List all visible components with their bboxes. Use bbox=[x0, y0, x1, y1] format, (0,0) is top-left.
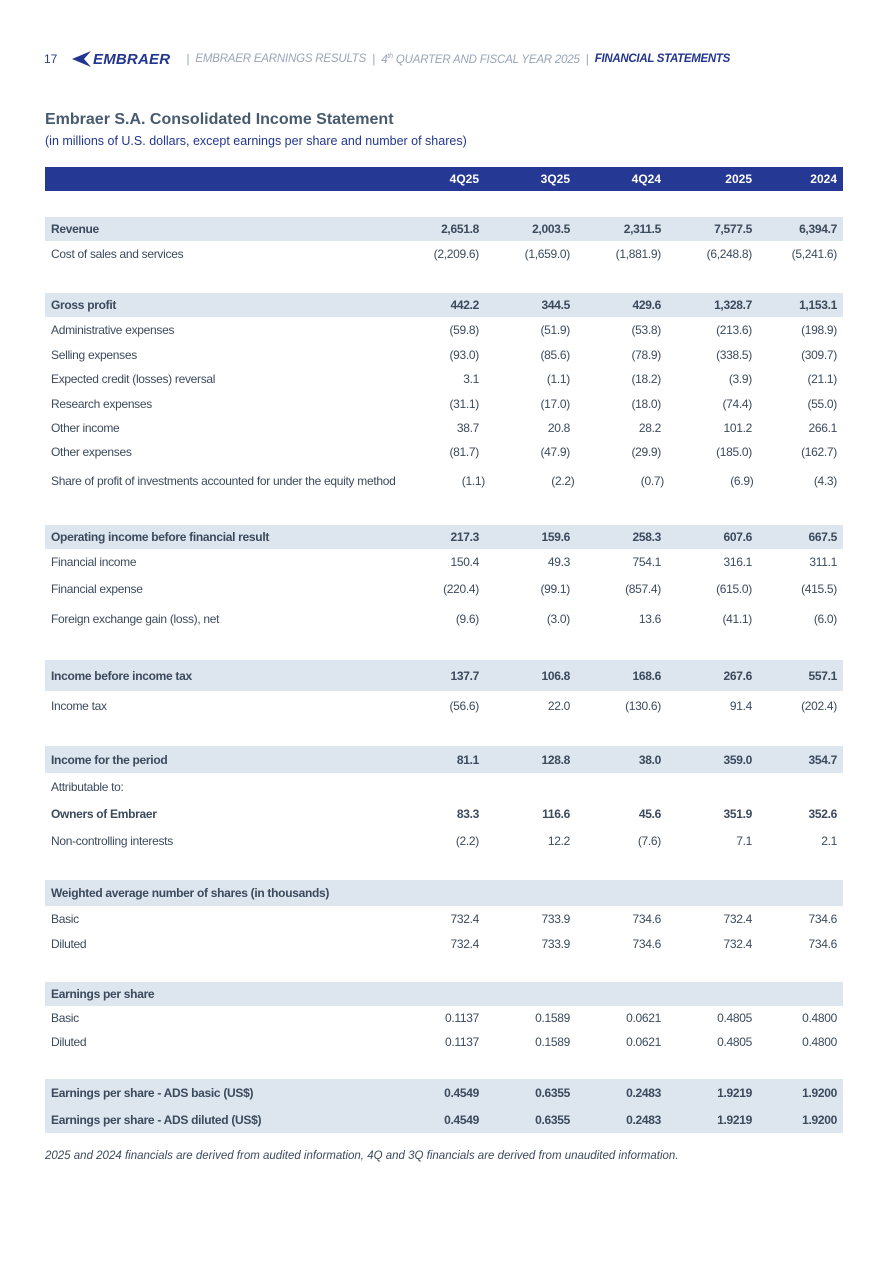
spacer-row bbox=[45, 956, 843, 982]
cell-2024: 354.7 bbox=[808, 752, 837, 767]
table-row bbox=[45, 549, 843, 574]
row-label: Income tax bbox=[51, 698, 107, 713]
cell-3q25: 0.6355 bbox=[535, 1085, 570, 1100]
cell-2025: (6,248.8) bbox=[706, 246, 752, 261]
cell-2025: 1,328.7 bbox=[714, 298, 752, 312]
cell-2025: 1.9219 bbox=[717, 1112, 752, 1127]
table-row bbox=[45, 1079, 843, 1106]
cell-4q24: 0.0621 bbox=[626, 1011, 661, 1025]
cell-4q24: 45.6 bbox=[638, 806, 661, 821]
cell-2025: 316.1 bbox=[723, 554, 752, 569]
cell-2025: (41.1) bbox=[722, 611, 752, 626]
cell-4q25: 0.1137 bbox=[444, 1011, 479, 1025]
spacer-row bbox=[45, 1054, 843, 1079]
table-row bbox=[45, 1006, 843, 1030]
cell-3q25: 0.1589 bbox=[535, 1011, 570, 1025]
cell-3q25: (47.9) bbox=[540, 445, 570, 459]
embraer-logo-icon bbox=[70, 50, 92, 68]
cell-3q25: 159.6 bbox=[541, 530, 570, 544]
cell-4q24: 168.6 bbox=[632, 668, 661, 683]
column-header-2024: 2024 bbox=[810, 172, 837, 186]
row-label: Gross profit bbox=[51, 298, 117, 312]
table-row bbox=[45, 691, 843, 720]
table-row bbox=[45, 660, 843, 691]
cell-4q24: (1,881.9) bbox=[615, 246, 661, 261]
cell-3q25: 2,003.5 bbox=[532, 222, 570, 236]
logo-text: EMBRAER bbox=[93, 50, 171, 68]
cell-3q25: 128.8 bbox=[541, 752, 570, 767]
cell-4q25: 137.7 bbox=[450, 668, 479, 683]
cell-4q24: 0.2483 bbox=[626, 1085, 661, 1100]
cell-2024: (6.0) bbox=[813, 611, 837, 626]
cell-2024: 734.6 bbox=[808, 911, 837, 926]
cell-4q25: (1.1) bbox=[461, 474, 485, 488]
cell-4q25: 81.1 bbox=[456, 752, 479, 767]
spacer-row bbox=[45, 191, 843, 217]
breadcrumb-separator: | bbox=[585, 52, 589, 66]
table-row bbox=[45, 367, 843, 391]
cell-2025: 0.4805 bbox=[717, 1035, 752, 1049]
spacer-row bbox=[45, 854, 843, 880]
table-header-row bbox=[45, 167, 843, 191]
cell-2025: 0.4805 bbox=[717, 1011, 752, 1025]
cell-4q25: (2.2) bbox=[455, 833, 479, 848]
cell-4q25: 0.1137 bbox=[444, 1035, 479, 1049]
footnote: 2025 and 2024 financials are derived from audited information, 4Q and 3Q financials are derived from unaudited information. bbox=[45, 1150, 679, 1162]
cell-2025: 267.6 bbox=[723, 668, 752, 683]
cell-2024: 6,394.7 bbox=[799, 222, 837, 236]
page-header bbox=[44, 49, 730, 69]
row-label: Income for the period bbox=[51, 752, 168, 767]
cell-4q24: (7.6) bbox=[637, 833, 661, 848]
table-row bbox=[45, 827, 843, 854]
cell-2024: 557.1 bbox=[808, 668, 837, 683]
cell-4q24: (130.6) bbox=[625, 698, 661, 713]
row-label: Financial expense bbox=[51, 581, 143, 596]
cell-4q25: 0.4549 bbox=[444, 1112, 479, 1127]
cell-2025: 359.0 bbox=[723, 752, 752, 767]
income-statement-table bbox=[45, 167, 843, 1133]
cell-2025: (74.4) bbox=[722, 396, 752, 411]
cell-4q24: 0.0621 bbox=[626, 1035, 661, 1049]
cell-4q25: 0.4549 bbox=[444, 1085, 479, 1100]
table-row bbox=[45, 1106, 843, 1133]
cell-2025: 91.4 bbox=[729, 698, 752, 713]
cell-4q25: (59.8) bbox=[449, 322, 479, 337]
cell-2024: 2.1 bbox=[821, 833, 837, 848]
table-row bbox=[45, 241, 843, 266]
row-label: Administrative expenses bbox=[51, 322, 175, 337]
cell-3q25: (85.6) bbox=[540, 347, 570, 362]
table-row bbox=[45, 603, 843, 634]
cell-4q24: (78.9) bbox=[631, 347, 661, 362]
cell-2024: 311.1 bbox=[809, 554, 837, 569]
cell-2024: 1.9200 bbox=[802, 1085, 837, 1100]
cell-2025: (615.0) bbox=[716, 581, 752, 596]
row-label: Non-controlling interests bbox=[51, 833, 173, 848]
table-row bbox=[45, 931, 843, 956]
cell-2024: 1.9200 bbox=[802, 1112, 837, 1127]
table-row bbox=[45, 416, 843, 440]
row-label: Cost of sales and services bbox=[51, 246, 184, 261]
row-label: Selling expenses bbox=[51, 347, 137, 362]
cell-4q24: (0.7) bbox=[640, 474, 664, 488]
cell-4q24: 2,311.5 bbox=[623, 222, 661, 236]
breadcrumb-quarter bbox=[381, 53, 579, 66]
cell-4q25: (56.6) bbox=[449, 698, 479, 713]
cell-2025: 732.4 bbox=[723, 936, 752, 951]
cell-2024: (162.7) bbox=[801, 445, 837, 459]
table-row bbox=[45, 440, 843, 464]
table-row bbox=[45, 317, 843, 342]
row-label: Attributable to: bbox=[51, 779, 124, 794]
cell-4q24: 734.6 bbox=[632, 936, 661, 951]
row-label: Share of profit of investments accounted for under the equity method bbox=[51, 474, 396, 488]
cell-4q24: 734.6 bbox=[632, 911, 661, 926]
cell-4q24: 754.1 bbox=[632, 554, 661, 569]
table-row bbox=[45, 391, 843, 416]
table-row bbox=[45, 574, 843, 603]
table-row bbox=[45, 1030, 843, 1054]
cell-4q25: 732.4 bbox=[450, 911, 479, 926]
table-row bbox=[45, 906, 843, 931]
breadcrumb-separator: | bbox=[186, 52, 190, 66]
cell-4q25: 732.4 bbox=[450, 936, 479, 951]
row-label: Other income bbox=[51, 421, 120, 435]
cell-3q25: 20.8 bbox=[547, 421, 570, 435]
cell-2025: 1.9219 bbox=[717, 1085, 752, 1100]
row-label: Operating income before financial result bbox=[51, 530, 270, 544]
table-row bbox=[45, 342, 843, 367]
cell-2025: 7.1 bbox=[736, 833, 752, 848]
row-label: Research expenses bbox=[51, 396, 152, 411]
cell-2024: (4.3) bbox=[813, 474, 837, 488]
breadcrumb-quarter-text: QUARTER AND FISCAL YEAR 2025 bbox=[392, 53, 580, 66]
table-row bbox=[45, 464, 843, 498]
cell-4q24: 28.2 bbox=[638, 421, 661, 435]
cell-2025: 607.6 bbox=[723, 530, 752, 544]
cell-4q24: (53.8) bbox=[631, 322, 661, 337]
cell-3q25: 0.1589 bbox=[535, 1035, 570, 1049]
cell-3q25: (2.2) bbox=[551, 474, 575, 488]
cell-2024: (5,241.6) bbox=[791, 246, 837, 261]
table-row bbox=[45, 293, 843, 317]
cell-2024: 352.6 bbox=[808, 806, 837, 821]
column-header-3q25: 3Q25 bbox=[540, 172, 570, 186]
cell-2025: 351.9 bbox=[723, 806, 752, 821]
row-label: Revenue bbox=[51, 222, 99, 236]
cell-4q25: (220.4) bbox=[443, 581, 479, 596]
row-label: Expected credit (losses) reversal bbox=[51, 372, 216, 386]
breadcrumb-quarter-suffix: th bbox=[387, 52, 393, 60]
row-label: Earnings per share bbox=[51, 987, 155, 1001]
spacer-row bbox=[45, 266, 843, 293]
spacer-row bbox=[45, 498, 843, 525]
cell-2024: (309.7) bbox=[801, 347, 837, 362]
cell-3q25: 116.6 bbox=[542, 806, 570, 821]
statement-subtitle: (in millions of U.S. dollars, except earnings per share and number of shares) bbox=[45, 134, 467, 148]
row-label: Diluted bbox=[51, 1035, 87, 1049]
table-row bbox=[45, 800, 843, 827]
cell-4q24: 38.0 bbox=[638, 752, 661, 767]
cell-4q25: (81.7) bbox=[449, 445, 479, 459]
column-header-2025: 2025 bbox=[725, 172, 752, 186]
cell-2024: (202.4) bbox=[801, 698, 837, 713]
embraer-logo bbox=[70, 50, 170, 68]
row-label: Earnings per share - ADS basic (US$) bbox=[51, 1085, 254, 1100]
breadcrumb-earnings-results: EMBRAER EARNINGS RESULTS bbox=[195, 53, 367, 65]
cell-2024: 734.6 bbox=[808, 936, 837, 951]
row-label: Earnings per share - ADS diluted (US$) bbox=[51, 1112, 262, 1127]
cell-4q25: (9.6) bbox=[455, 611, 479, 626]
cell-3q25: (1.1) bbox=[546, 372, 570, 386]
table-row bbox=[45, 525, 843, 549]
spacer-row bbox=[45, 634, 843, 660]
cell-4q25: 217.3 bbox=[450, 530, 479, 544]
row-label: Financial income bbox=[51, 554, 137, 569]
cell-4q25: 3.1 bbox=[463, 372, 479, 386]
cell-4q25: 442.2 bbox=[450, 298, 479, 312]
row-label: Basic bbox=[51, 911, 79, 926]
cell-4q24: (857.4) bbox=[625, 581, 661, 596]
cell-2025: 7,577.5 bbox=[714, 222, 752, 236]
cell-4q24: 429.6 bbox=[632, 298, 661, 312]
cell-4q25: (2,209.6) bbox=[433, 246, 479, 261]
row-label: Other expenses bbox=[51, 445, 132, 459]
cell-4q25: (31.1) bbox=[449, 396, 479, 411]
breadcrumb-separator: | bbox=[372, 52, 376, 66]
cell-3q25: 344.5 bbox=[541, 298, 570, 312]
cell-2025: 732.4 bbox=[723, 911, 752, 926]
cell-4q24: (18.2) bbox=[631, 372, 661, 386]
cell-2025: (213.6) bbox=[716, 322, 752, 337]
row-label: Foreign exchange gain (loss), net bbox=[51, 611, 220, 626]
page-number: 17 bbox=[44, 52, 58, 66]
spacer-row bbox=[45, 720, 843, 746]
cell-2025: (3.9) bbox=[728, 372, 752, 386]
breadcrumb-financial-statements: FINANCIAL STATEMENTS bbox=[594, 53, 730, 65]
cell-3q25: 733.9 bbox=[541, 911, 570, 926]
cell-3q25: 733.9 bbox=[541, 936, 570, 951]
cell-2025: (185.0) bbox=[716, 445, 752, 459]
cell-4q24: (29.9) bbox=[631, 445, 661, 459]
cell-4q25: 2,651.8 bbox=[441, 222, 479, 236]
cell-3q25: (3.0) bbox=[546, 611, 570, 626]
cell-2024: 266.1 bbox=[808, 421, 837, 435]
cell-2024: (415.5) bbox=[801, 581, 837, 596]
row-label: Owners of Embraer bbox=[51, 806, 157, 821]
cell-4q24: 13.6 bbox=[638, 611, 661, 626]
column-header-4q25: 4Q25 bbox=[449, 172, 479, 186]
column-header-4q24: 4Q24 bbox=[631, 172, 661, 186]
cell-2024: 1,153.1 bbox=[799, 298, 837, 312]
cell-2024: (21.1) bbox=[807, 372, 837, 386]
cell-3q25: 12.2 bbox=[547, 833, 570, 848]
table-row bbox=[45, 773, 843, 800]
cell-4q25: 38.7 bbox=[456, 421, 479, 435]
cell-4q25: 83.3 bbox=[456, 806, 479, 821]
cell-4q25: 150.4 bbox=[450, 554, 479, 569]
section-header-row bbox=[45, 880, 843, 906]
section-header-row bbox=[45, 982, 843, 1006]
cell-2025: (338.5) bbox=[716, 347, 752, 362]
cell-2024: (198.9) bbox=[801, 322, 837, 337]
cell-2025: 101.2 bbox=[723, 421, 752, 435]
row-label: Weighted average number of shares (in thousands) bbox=[51, 886, 330, 900]
row-label: Income before income tax bbox=[51, 668, 192, 683]
cell-2024: 0.4800 bbox=[802, 1011, 837, 1025]
cell-2025: (6.9) bbox=[730, 474, 754, 488]
breadcrumb-quarter-number: 4 bbox=[381, 53, 388, 66]
cell-2024: (55.0) bbox=[807, 396, 837, 411]
table-row bbox=[45, 746, 843, 773]
cell-4q25: (93.0) bbox=[449, 347, 479, 362]
cell-3q25: 0.6355 bbox=[535, 1112, 570, 1127]
statement-title: Embraer S.A. Consolidated Income Statement bbox=[45, 111, 394, 128]
table-row bbox=[45, 217, 843, 241]
cell-3q25: 106.8 bbox=[541, 668, 570, 683]
cell-3q25: (17.0) bbox=[540, 396, 570, 411]
row-label: Diluted bbox=[51, 936, 87, 951]
cell-4q24: (18.0) bbox=[631, 396, 661, 411]
cell-3q25: (99.1) bbox=[540, 581, 570, 596]
cell-3q25: 22.0 bbox=[547, 698, 570, 713]
cell-2024: 667.5 bbox=[808, 530, 837, 544]
cell-3q25: 49.3 bbox=[547, 554, 570, 569]
cell-2024: 0.4800 bbox=[802, 1035, 837, 1049]
row-label: Basic bbox=[51, 1011, 79, 1025]
cell-3q25: (1,659.0) bbox=[524, 246, 570, 261]
cell-4q24: 258.3 bbox=[632, 530, 661, 544]
cell-3q25: (51.9) bbox=[540, 322, 570, 337]
cell-4q24: 0.2483 bbox=[626, 1112, 661, 1127]
